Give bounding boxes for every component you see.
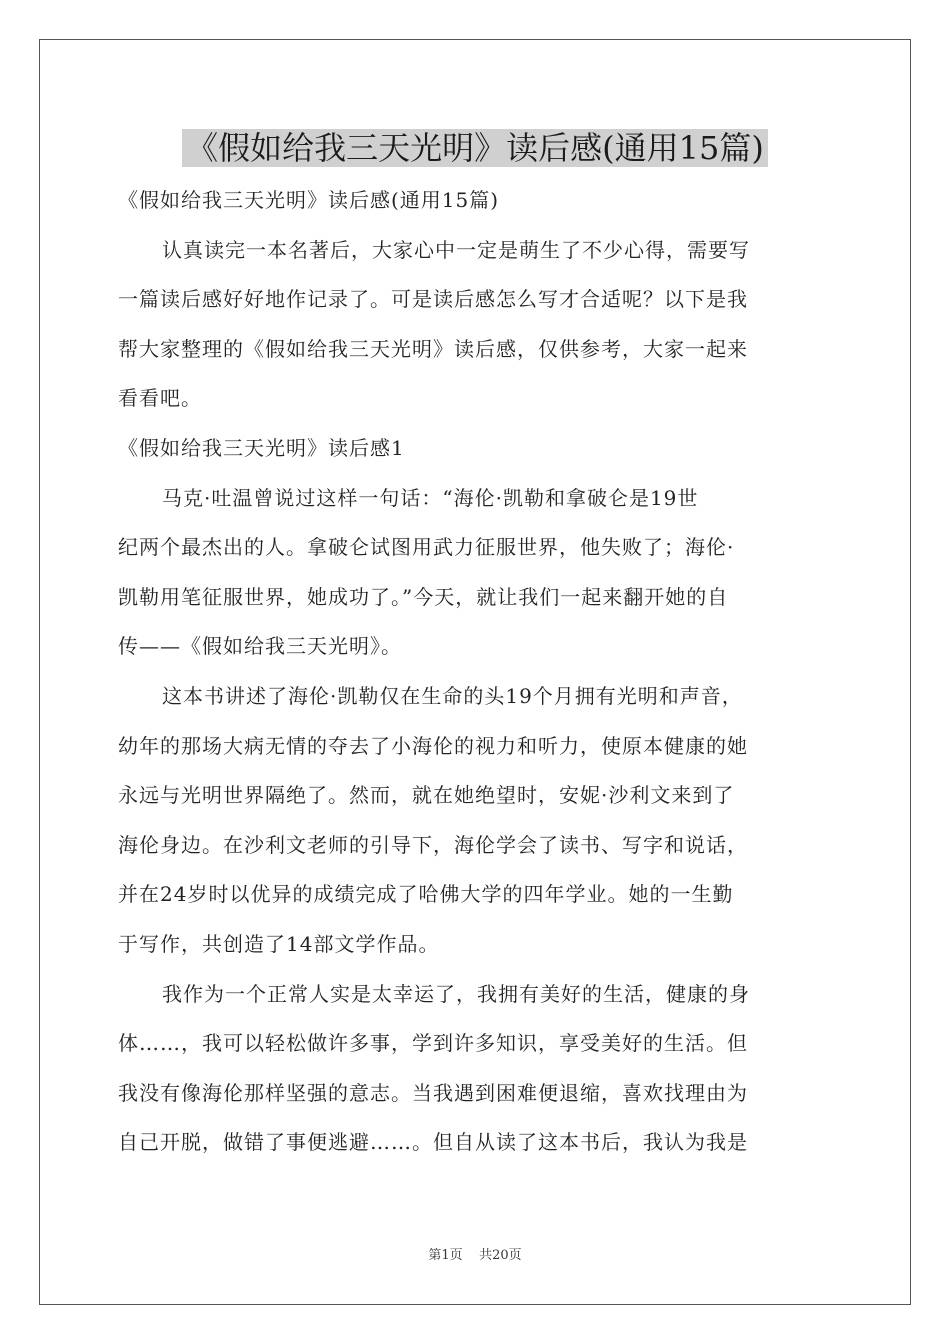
text-line: 海伦身边。在沙利文老师的引导下，海伦学会了读书、写字和说话，: [118, 832, 748, 857]
text-line: 凯勒用笔征服世界，她成功了。”今天，就让我们一起来翻开她的自: [118, 584, 729, 609]
text-line: 我作为一个正常人实是太幸运了，我拥有美好的生活，健康的身: [162, 981, 750, 1006]
text-line: 并在24岁时以优异的成绩完成了哈佛大学的四年学业。她的一生勤: [118, 882, 734, 907]
body-lines: [118, 226, 834, 1168]
text-line: 纪两个最杰出的人。拿破仑试图用武力征服世界，他失败了；海伦·: [118, 535, 735, 560]
text-line: 幼年的那场大病无情的夺去了小海伦的视力和听力，使原本健康的她: [118, 733, 748, 758]
text-line: 看看吧。: [118, 386, 202, 411]
text-line: 永远与光明世界隔绝了。然而，就在她绝望时，安妮·沙利文来到了: [118, 783, 735, 808]
text-line: 马克·吐温曾说过这样一句话：“海伦·凯勒和拿破仑是19世: [162, 485, 699, 510]
text-line: 帮大家整理的《假如给我三天光明》读后感，仅供参考，大家一起来: [118, 336, 748, 361]
subtitle-line: 《假如给我三天光明》读后感(通用15篇): [118, 188, 500, 212]
text-line: 体……，我可以轻松做许多事，学到许多知识，享受美好的生活。但: [118, 1031, 748, 1056]
text-line: 我没有像海伦那样坚强的意志。当我遇到困难便退缩，喜欢找理由为: [118, 1080, 748, 1105]
document-body: [118, 176, 834, 1168]
document-title-text: 《假如给我三天光明》读后感(通用15篇): [182, 129, 768, 167]
text-line: 一篇读后感好好地作记录了。可是读后感怎么写才合适呢？以下是我: [118, 287, 748, 312]
document-title: [0, 126, 950, 170]
page-footer: 第1页 共20页: [428, 1248, 522, 1263]
text-line: 于写作，共创造了14部文学作品。: [118, 931, 440, 956]
text-line: 《假如给我三天光明》读后感1: [118, 435, 405, 460]
text-line: 自己开脱，做错了事便逃避……。但自从读了这本书后，我认为我是: [118, 1130, 748, 1155]
text-line: 认真读完一本名著后，大家心中一定是萌生了不少心得，需要写: [162, 237, 750, 262]
text-line: 这本书讲述了海伦·凯勒仅在生命的头19个月拥有光明和声音，: [162, 683, 743, 708]
text-line: 传——《假如给我三天光明》。: [118, 634, 402, 659]
